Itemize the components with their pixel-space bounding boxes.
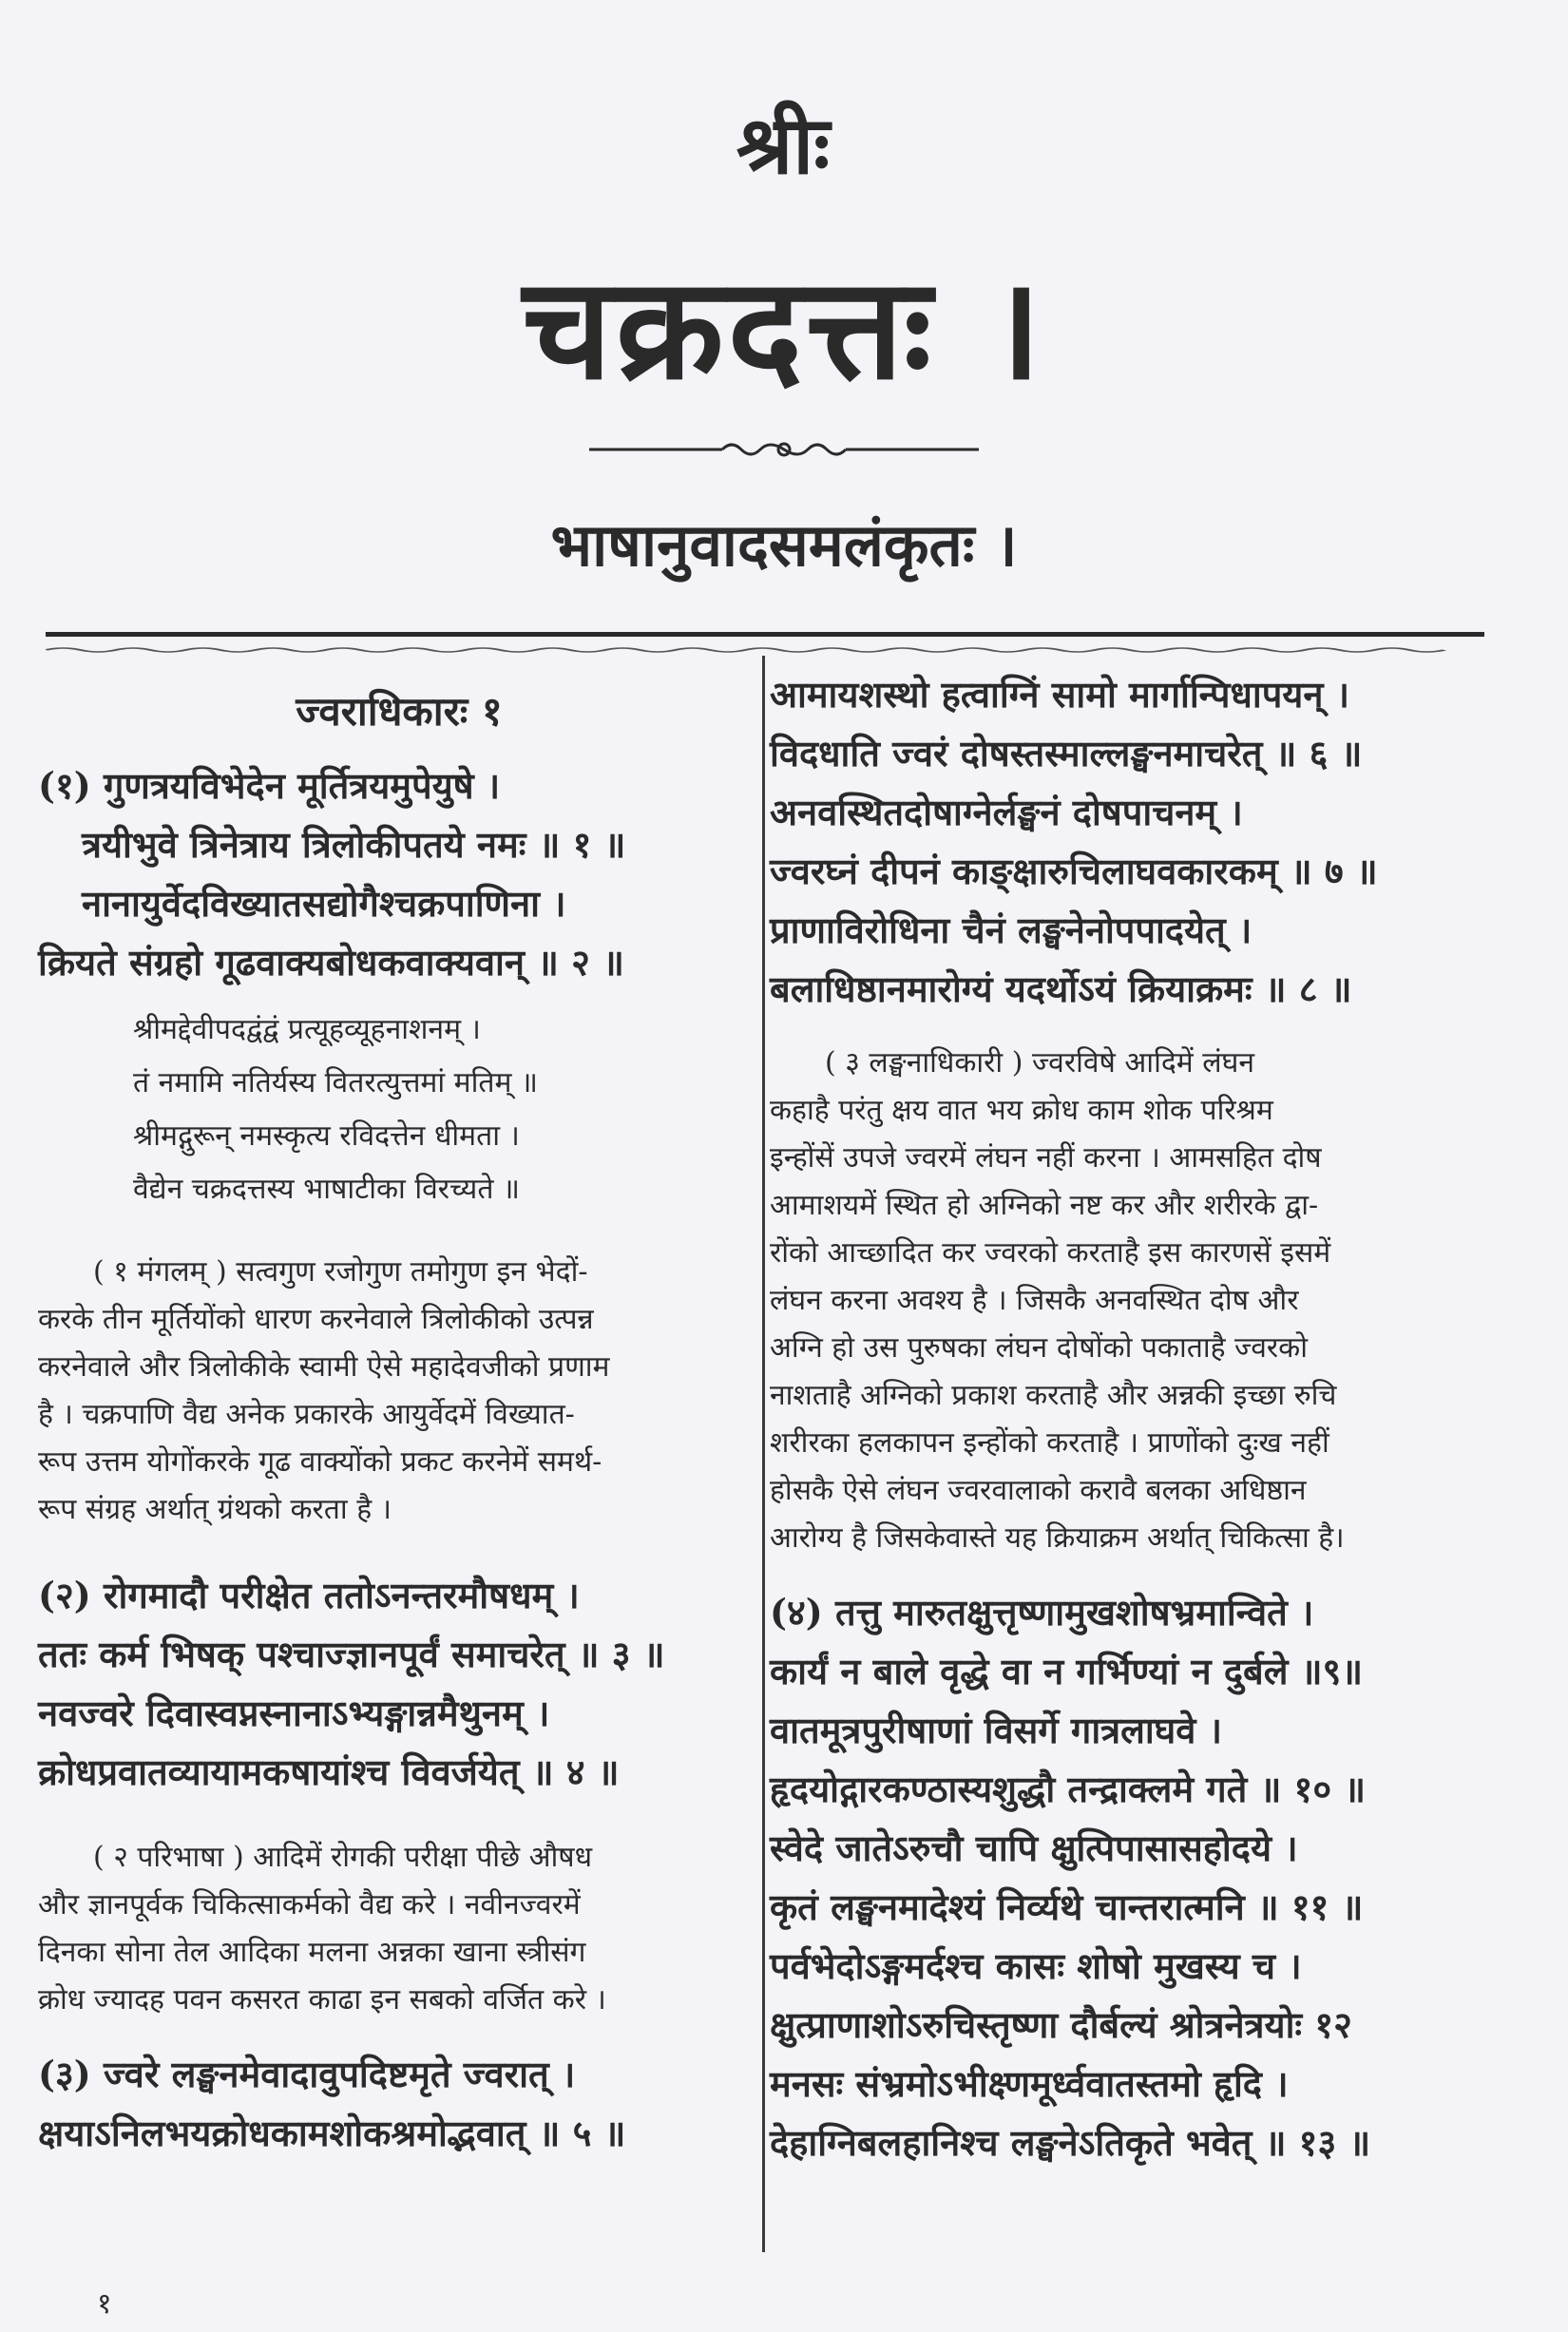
commentary-line: शरीरका हलकापन इन्होंको करताहै । प्राणोंको दुःख नहीं (770, 1426, 1329, 1460)
verse-line: (४) तत्तु मारुतक्षुत्तृष्णामुखशोषभ्रमान्विते । (770, 1591, 1314, 1634)
verse-line: क्रोधप्रवातव्यायामकषायांश्च विवर्जयेत् ॥ ४ ॥ (38, 1750, 620, 1793)
verse-line: स्वेदे जातेऽरुचौ चापि क्षुत्पिपासासहोदये । (770, 1826, 1298, 1869)
commentary-line: इन्होंसें उपजे ज्वरमें लंघन नहीं करना । आमसहित दोष (770, 1141, 1322, 1175)
commentary-line: ( १ मंगलम् ) सत्वगुण रजोगुण तमोगुण इन भेदों- (93, 1255, 588, 1289)
verse-line: विदधाति ज्वरं दोषस्तस्माल्लङ्घनमाचरेत् ॥ ६ ॥ (770, 732, 1363, 774)
commentary-line: क्रोध ज्यादह पवन कसरत काढा इन सबको वर्जित करे । (38, 1983, 606, 2017)
invocation-shri: श्रीः (736, 98, 832, 192)
verse-line: पर्वभेदोऽङ्गमर्दश्च कासः शोषो मुखस्य च । (770, 1944, 1302, 1987)
book-subtitle: भाषानुवादसमलंकृतः । (550, 510, 1018, 580)
commentary-line: दिनका सोना तेल आदिका मलना अन्नका खाना स्त्रीसंग (38, 1936, 586, 1969)
title-ornament (0, 433, 1568, 466)
verse-line: नानायुर्वेदविख्यातसद्योगैश्चक्रपाणिना । (82, 882, 566, 925)
commentary-line: ( ३ लङ्घनाधिकारी ) ज्वरविषे आदिमें लंघन (825, 1046, 1254, 1080)
verse-line: कार्यं न बाले वृद्धे वा न गर्भिण्यां न दुर्बले ॥९॥ (770, 1650, 1363, 1692)
commentary-line: लंघन करना अवश्य है । जिसकै अनवस्थित दोष और (770, 1284, 1299, 1317)
verse-line: प्राणाविरोधिना चैनं लङ्घनेनोपपादयेत् । (770, 908, 1252, 951)
verse-line: क्षयाऽनिलभयक्रोधकामशोकश्रमोद्भवात् ॥ ५ ॥ (38, 2112, 626, 2154)
commentary-line: होसकै ऐसे लंघन ज्वरवालाको करावै बलका अधिष्ठान (770, 1474, 1307, 1507)
page-number: १ (97, 2287, 112, 2321)
verse-line: क्षुत्प्राणाशोऽरुचिस्तृष्णा दौर्बल्यं श्रोत्रनेत्रयोः १२ (770, 2003, 1352, 2046)
verse-line: नवज्वरे दिवास्वप्नस्नानाऽभ्यङ्गान्नमैथुनम् । (38, 1692, 550, 1734)
invocation-line: वैद्येन चक्रदत्तस्य भाषाटीका विरच्यते ॥ (133, 1173, 520, 1206)
commentary-line: रूप उत्तम योगोंकरके गूढ वाक्योंको प्रकट करनेमें समर्थ- (38, 1445, 602, 1479)
right-column (770, 665, 1492, 2172)
verse-line: आमायशस्थो हत्वाग्निं सामो मार्गान्पिधापयन् । (770, 673, 1350, 716)
left-column (38, 665, 760, 2163)
commentary-line: कहाहै परंतु क्षय वात भय क्रोध काम शोक परिश्रम (770, 1094, 1273, 1127)
commentary-line: ( २ परिभाषा ) आदिमें रोगकी परीक्षा पीछे औषध (93, 1841, 593, 1874)
header-wavy-rule (46, 646, 1484, 654)
commentary-line: अग्नि हो उस पुरुषका लंघन दोषोंको पकाताहै ज्वरको (770, 1331, 1308, 1365)
verse-line: (२) रोगमादौ परीक्षेत ततोऽनन्तरमौषधम् । (38, 1574, 580, 1616)
section-heading: ज्वराधिकारः १ (296, 688, 503, 735)
verse-line: अनवस्थितदोषाग्नेर्लङ्घनं दोषपाचनम् । (770, 791, 1243, 833)
commentary-line: रूप संग्रह अर्थात् ग्रंथको करता है । (38, 1493, 392, 1526)
verse-line: देहाग्निबलहानिश्च लङ्घनेऽतिकृते भवेत् ॥ १३ ॥ (770, 2121, 1371, 2164)
column-divider (762, 656, 765, 2252)
commentary-line: नाशताहै अग्निको प्रकाश करताहै और अन्नकी इच्छा रुचि (770, 1379, 1337, 1412)
verse-line: बलाधिष्ठानमारोग्यं यदर्थोऽयं क्रियाक्रमः ॥ ८ ॥ (770, 967, 1352, 1010)
invocation-line: तं नमामि नतिर्यस्य वितरत्युत्तमां मतिम् ॥ (133, 1066, 538, 1099)
verse-line: (३) ज्वरे लङ्घनमेवादावुपदिष्टमृते ज्वरात् । (38, 2053, 576, 2095)
commentary-line: है । चक्रपाणि वैद्य अनेक प्रकारके आयुर्वेदमें विख्यात- (38, 1398, 575, 1431)
verse-line: (१) गुणत्रयविभेदेन मूर्तित्रयमुपेयुषे । (38, 764, 501, 807)
verse-line: ज्वरघ्नं दीपनं काङ्क्षारुचिलाघवकारकम् ॥ ७ ॥ (770, 850, 1378, 892)
commentary-line: आरोग्य है जिसकेवास्ते यह क्रियाक्रम अर्थात् चिकित्सा है। (770, 1521, 1345, 1555)
verse-line: मनसः संभ्रमोऽभीक्ष्णमूर्ध्ववातस्तमो हृदि । (770, 2062, 1289, 2105)
commentary-line: आमाशयमें स्थित हो अग्निको नष्ट कर और शरीरके द्वा- (770, 1189, 1319, 1222)
invocation-line: श्रीमद्गुरून् नमस्कृत्य रविदत्तेन धीमता । (133, 1119, 520, 1153)
book-title: चक्रदत्तः । (522, 245, 1045, 411)
commentary-line: करनेवाले और त्रिलोकीके स्वामी ऐसे महादेवजीको प्रणाम (38, 1350, 610, 1384)
commentary-line: और ज्ञानपूर्वक चिकित्साकर्मको वैद्य करे । नवीनज्वरमें (38, 1888, 581, 1921)
verse-line: हृदयोद्गारकण्ठास्यशुद्धौ तन्द्राक्लमे गते ॥ १० ॥ (770, 1768, 1367, 1810)
invocation-line: श्रीमद्देवीपदद्वंद्वं प्रत्यूहव्यूहनाशनम् । (133, 1013, 481, 1046)
verse-line: कृतं लङ्घनमादेश्यं निर्व्यथे चान्तरात्मनि ॥ ११ ॥ (770, 1885, 1364, 1928)
commentary-line: करके तीन मूर्तियोंको धारण करनेवाले त्रिलोकीको उत्पन्न (38, 1303, 594, 1336)
header-rule (46, 632, 1484, 637)
commentary-line: रोंको आच्छादित कर ज्वरको करताहै इस कारणसें इसमें (770, 1236, 1331, 1270)
verse-line: क्रियते संग्रहो गूढवाक्यबोधकवाक्यवान् ॥ २ ॥ (38, 941, 624, 984)
verse-line: त्रयीभुवे त्रिनेत्राय त्रिलोकीपतये नमः ॥ १ ॥ (82, 823, 626, 866)
verse-line: वातमूत्रपुरीषाणां विसर्गे गात्रलाघवे । (770, 1709, 1222, 1751)
verse-line: ततः कर्म भिषक् पश्चाज्ज्ञानपूर्वं समाचरेत् ॥ ३ ॥ (38, 1633, 665, 1675)
